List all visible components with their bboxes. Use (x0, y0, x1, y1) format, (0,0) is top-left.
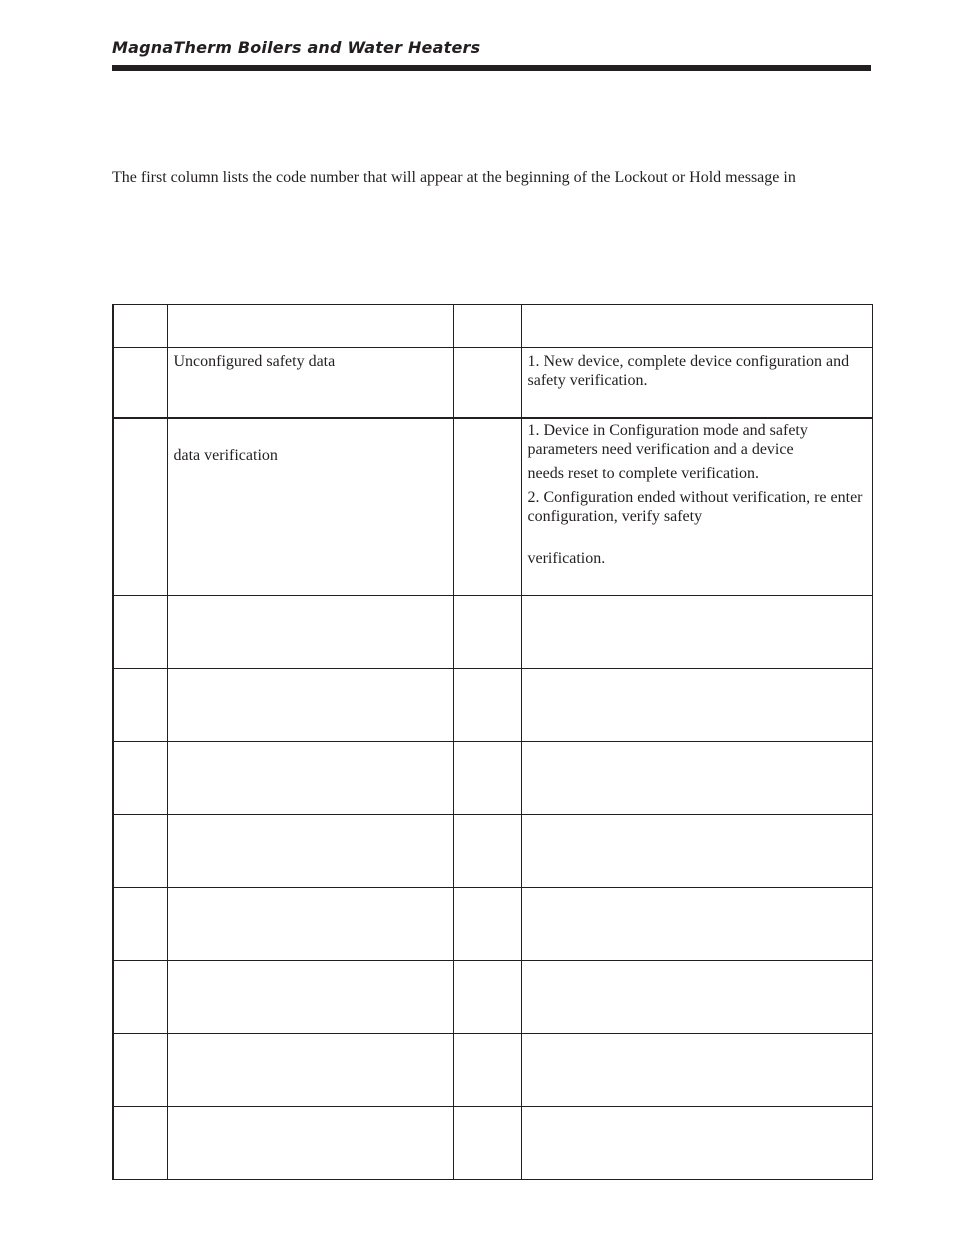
table-row (113, 348, 872, 419)
note-text: 1. New device, complete device configuration and safety verification. (527, 353, 850, 389)
description-text: Unconfigured safety data (173, 353, 336, 370)
notes-cell (521, 815, 872, 888)
header-cell-description (167, 305, 453, 348)
table-row (113, 742, 872, 815)
notes-cell (521, 961, 872, 1034)
code-cell (113, 815, 167, 888)
code-cell (113, 669, 167, 742)
code-cell (113, 1107, 167, 1180)
type-cell (453, 669, 521, 742)
table-row (113, 1034, 872, 1107)
table-row (113, 961, 872, 1034)
header-cell-notes (521, 305, 872, 348)
notes-cell (521, 888, 872, 961)
type-cell (453, 1034, 521, 1107)
note-text: 1. Device in Configuration mode and safety parameters need verification and a device (527, 422, 808, 458)
type-cell (453, 815, 521, 888)
header-rule (112, 65, 871, 71)
description-cell (167, 742, 453, 815)
description-cell (167, 815, 453, 888)
table-row (113, 888, 872, 961)
description-cell (167, 961, 453, 1034)
notes-cell (521, 1034, 872, 1107)
code-cell (113, 596, 167, 669)
code-cell (113, 348, 167, 419)
lockout-code-table (112, 304, 873, 1180)
notes-cell (521, 596, 872, 669)
type-cell (453, 742, 521, 815)
header-cell-type (453, 305, 521, 348)
code-cell (113, 742, 167, 815)
table-row (113, 596, 872, 669)
code-cell (113, 961, 167, 1034)
type-cell (453, 888, 521, 961)
notes-cell (521, 348, 872, 419)
notes-cell (521, 418, 872, 596)
table-row (113, 418, 872, 596)
type-cell (453, 961, 521, 1034)
code-cell (113, 418, 167, 596)
table-row (113, 1107, 872, 1180)
description-cell (167, 888, 453, 961)
type-cell (453, 596, 521, 669)
notes-cell (521, 742, 872, 815)
code-cell (113, 1034, 167, 1107)
description-text: data verification (173, 447, 278, 464)
type-cell (453, 418, 521, 596)
description-cell (167, 1034, 453, 1107)
type-cell (453, 1107, 521, 1180)
description-cell (167, 1107, 453, 1180)
code-cell (113, 888, 167, 961)
notes-cell (521, 669, 872, 742)
intro-paragraph: The first column lists the code number that will appear at the beginning of the Lockout or Hold message in (112, 169, 796, 186)
description-cell (167, 418, 453, 596)
page-header-title: MagnaTherm Boilers and Water Heaters (112, 38, 481, 57)
notes-cell (521, 1107, 872, 1180)
table-row (113, 669, 872, 742)
description-cell (167, 596, 453, 669)
note-text: needs reset to complete verification. (527, 465, 759, 482)
note-text: 2. Configuration ended without verification, re enter configuration, verify safety (527, 489, 863, 525)
table-header-row (113, 305, 872, 348)
note-text: verification. (527, 550, 606, 567)
header-cell-code (113, 305, 167, 348)
description-cell (167, 348, 453, 419)
table-row (113, 815, 872, 888)
description-cell (167, 669, 453, 742)
type-cell (453, 348, 521, 419)
